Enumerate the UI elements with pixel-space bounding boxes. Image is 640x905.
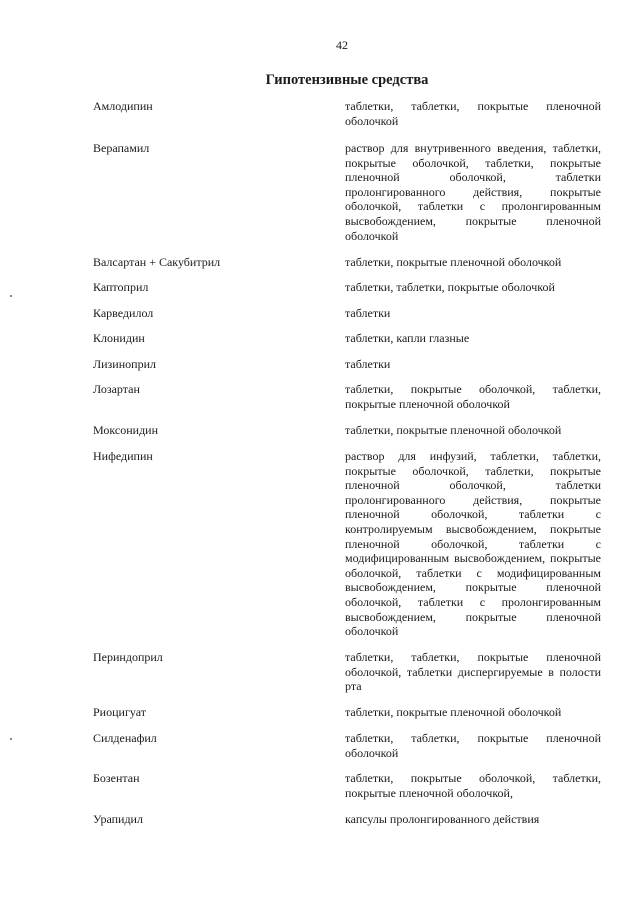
page-number: 42 <box>336 38 348 52</box>
drug-name: Урапидил <box>93 812 143 826</box>
drug-name: Верапамил <box>93 141 150 155</box>
drug-name: Моксонидин <box>93 423 159 437</box>
drug-name: Карведилол <box>93 306 154 320</box>
drug-forms: таблетки, покрытые оболочкой, таблетки, покрытые пленочной оболочкой <box>345 382 601 411</box>
drug-name: Амлодипин <box>93 99 153 113</box>
drug-name: Бозентан <box>93 771 140 785</box>
drug-forms: раствор для внутривенного введения, таблетки, покрытые оболочкой, таблетки, покрытые пленочной оболочкой, таблетки пролонгированного действия, покрытые оболочкой, таблетки с пролонгированным высвобождением, покрытые пленочной оболочкой <box>345 141 601 243</box>
drug-forms: таблетки, таблетки, покрытые оболочкой <box>345 280 555 294</box>
drug-forms: таблетки, таблетки, покрытые пленочной оболочкой <box>345 99 601 128</box>
drug-name: Валсартан + Сакубитрил <box>93 255 221 269</box>
drug-forms: таблетки, покрытые пленочной оболочкой <box>345 423 562 437</box>
drug-forms: таблетки, покрытые пленочной оболочкой <box>345 255 562 269</box>
drug-name: Лозартан <box>93 382 140 396</box>
section-title: Гипотензивные средства <box>265 72 429 88</box>
drug-name: Клонидин <box>93 331 145 345</box>
scan-speck <box>10 295 12 297</box>
drug-name: Силденафил <box>93 731 157 745</box>
drug-forms: таблетки <box>345 306 391 320</box>
drug-forms: таблетки, капли глазные <box>345 331 470 345</box>
drug-forms: таблетки, покрытые пленочной оболочкой <box>345 705 562 719</box>
drug-name: Риоцигуат <box>93 705 146 719</box>
drug-name: Нифедипин <box>93 449 153 463</box>
drug-forms: таблетки, таблетки, покрытые пленочной оболочкой <box>345 731 601 760</box>
drug-forms: таблетки, покрытые оболочкой, таблетки, покрытые пленочной оболочкой, <box>345 771 601 800</box>
drug-name: Каптоприл <box>93 280 149 294</box>
drug-forms: таблетки, таблетки, покрытые пленочной оболочкой, таблетки диспергируемые в полости рта <box>345 650 601 694</box>
drug-forms: раствор для инфузий, таблетки, таблетки, покрытые оболочкой, таблетки, покрытые пленочной оболочкой, таблетки пролонгированного действия, покрытые пленочной оболочкой, таблетки с контролируемым высвобождением, покрытые пленочной оболочкой, таблетки с модифицированным высвобождением, покрытые оболочкой, таблетки с модифицированным высвобождением, покрытые пленочной оболочкой, таблетки с пролонгированным высвобождением, покрытые пленочной оболочкой <box>345 449 601 639</box>
drug-name: Периндоприл <box>93 650 163 664</box>
scan-speck <box>10 738 12 740</box>
drug-forms: таблетки <box>345 357 391 371</box>
drug-name: Лизиноприл <box>93 357 156 371</box>
drug-forms: капсулы пролонгированного действия <box>345 812 540 826</box>
